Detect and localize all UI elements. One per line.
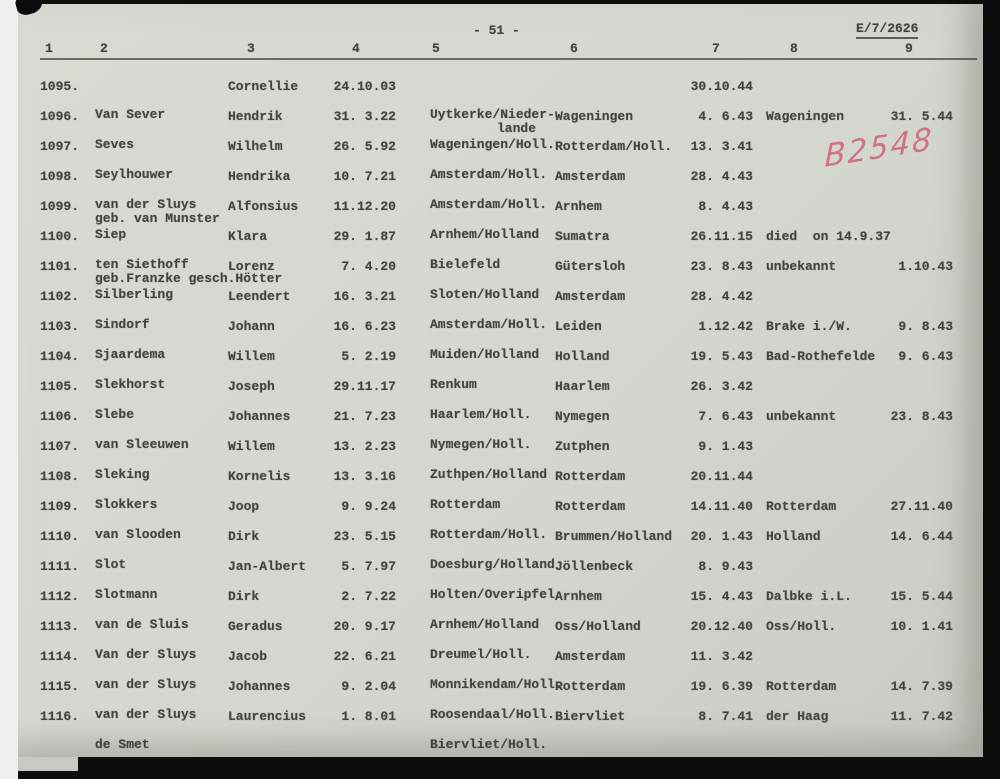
cell-entry-number: 1110. <box>40 529 80 544</box>
cell-birth-place: Arnhem/Holland <box>430 617 540 632</box>
cell-date-1: 15. 4.43 <box>690 589 753 604</box>
cell-entry-number: 1103. <box>40 319 80 334</box>
cell-first-name: Johannes <box>228 679 291 694</box>
cell-birth-place: Haarlem/Holl. <box>430 407 532 422</box>
cell-residence: Haarlem <box>555 379 610 394</box>
cell-residence: Gütersloh <box>555 259 626 274</box>
cell-surname: Slokkers <box>95 497 158 512</box>
cell-surname: Slebe <box>95 407 135 422</box>
cell-first-name: Dirk <box>228 589 260 604</box>
cell-birth-date: 22. 6.21 <box>333 649 396 664</box>
cell-place-note: der Haag <box>766 709 829 724</box>
cell-residence: Amsterdam <box>555 289 626 304</box>
cell-birth-date: 21. 7.23 <box>333 409 396 424</box>
cell-birth-date: 9. 9.24 <box>341 499 396 514</box>
cell-entry-number: 1107. <box>40 439 80 454</box>
cell-surname: de Smet <box>95 737 150 752</box>
cell-birth-place: Nymegen/Holl. <box>430 437 532 452</box>
cell-date-1: 9. 1.43 <box>698 439 753 454</box>
column-header-1: 1 <box>45 41 53 56</box>
cell-surname: van Sleeuwen <box>95 437 189 452</box>
cell-surname: Silberling <box>95 287 174 302</box>
cell-place-note: unbekannt <box>766 409 837 424</box>
cell-date-2: 14. 7.39 <box>890 679 953 694</box>
cell-surname: Slot <box>95 557 127 572</box>
cell-place-note: Oss/Holl. <box>766 619 837 634</box>
cell-residence: Amsterdam <box>555 169 626 184</box>
cell-entry-number: 1104. <box>40 349 80 364</box>
cell-place-note: Bad-Rothefelde <box>766 349 876 364</box>
cell-birth-date: 5. 7.97 <box>341 559 396 574</box>
cell-first-name: Willem <box>228 439 275 454</box>
cell-date-2: 9. 6.43 <box>898 349 953 364</box>
cell-surname: Sjaardema <box>95 347 166 362</box>
cell-date-1: 20.11.44 <box>690 469 753 484</box>
cell-entry-number: 1108. <box>40 469 80 484</box>
column-header-3: 3 <box>247 41 255 56</box>
cell-surname: Slotmann <box>95 587 158 602</box>
cell-birth-date: 13. 3.16 <box>333 469 396 484</box>
cell-entry-number: 1112. <box>40 589 80 604</box>
cell-birth-date: 24.10.03 <box>333 79 396 94</box>
cell-entry-number: 1114. <box>40 649 80 664</box>
cell-first-name: Wilhelm <box>228 139 283 154</box>
cell-date-2: 9. 8.43 <box>898 319 953 334</box>
reference-number: E/7/2626 <box>856 22 918 39</box>
page-number: - 51 - <box>473 23 520 38</box>
cell-first-name: Willem <box>228 349 275 364</box>
cell-date-1: 1.12.42 <box>698 319 753 334</box>
cell-surname: Siep <box>95 227 127 242</box>
cell-first-name: Dirk <box>228 529 260 544</box>
cell-residence: Jöllenbeck <box>555 559 634 574</box>
cell-date-1: 30.10.44 <box>690 79 753 94</box>
cell-residence: Zutphen <box>555 439 610 454</box>
cell-birth-date: 16. 3.21 <box>333 289 396 304</box>
cell-entry-number: 1097. <box>40 139 80 154</box>
cell-birth-place: Rotterdam <box>430 497 501 512</box>
cell-entry-number: 1095. <box>40 79 80 94</box>
cell-birth-place: Renkum <box>430 377 477 392</box>
cell-surname: van Slooden <box>95 527 181 542</box>
cell-date-1: 8. 7.41 <box>698 709 753 724</box>
cell-entry-number: 1111. <box>40 559 80 574</box>
cell-first-name: Geradus <box>228 619 283 634</box>
paper-bottom-edge <box>18 757 78 771</box>
cell-first-name: Alfonsius <box>228 199 299 214</box>
cell-birth-date: 13. 2.23 <box>333 439 396 454</box>
cell-surname: Slekhorst <box>95 377 166 392</box>
cell-date-2: 23. 8.43 <box>890 409 953 424</box>
cell-place-note: died on 14.9.37 <box>766 229 891 244</box>
entries-table <box>18 79 983 752</box>
cell-birth-place: Holten/Overipfel <box>430 587 555 602</box>
cell-birth-place: Amsterdam/Holl. <box>430 167 548 182</box>
cell-date-2: 1.10.43 <box>898 259 953 274</box>
cell-date-1: 13. 3.41 <box>690 139 753 154</box>
cell-birth-place: Dreumel/Holl. <box>430 647 532 662</box>
cell-date-1: 28. 4.43 <box>690 169 753 184</box>
cell-place-note: unbekannt <box>766 259 837 274</box>
cell-residence: Rotterdam <box>555 499 626 514</box>
cell-first-name: Klara <box>228 229 268 244</box>
column-header-7: 7 <box>712 41 720 56</box>
cell-birth-place: Roosendaal/Holl. <box>430 707 555 722</box>
cell-birth-date: 11.12.20 <box>333 199 396 214</box>
cell-place-note: Wageningen <box>766 109 845 124</box>
cell-first-name: Cornellie <box>228 79 299 94</box>
cell-place-note: Holland <box>766 529 821 544</box>
cell-place-note: Dalbke i.L. <box>766 589 852 604</box>
cell-surname: Seylhouwer <box>95 167 174 182</box>
cell-surname: Sindorf <box>95 317 150 332</box>
cell-residence: Oss/Holland <box>555 619 641 634</box>
cell-birth-place: Monnikendam/Holl. <box>430 677 563 692</box>
cell-surname: van der Sluys <box>95 707 197 722</box>
cell-birth-place: Uytkerke/Nieder- lande <box>430 107 555 136</box>
column-header-5: 5 <box>432 41 440 56</box>
cell-birth-date: 5. 2.19 <box>341 349 396 364</box>
cell-entry-number: 1109. <box>40 499 80 514</box>
cell-residence: Arnhem <box>555 199 602 214</box>
cell-surname: van de Sluis <box>95 617 189 632</box>
cell-place-note: Brake i./W. <box>766 319 852 334</box>
cell-first-name: Johann <box>228 319 275 334</box>
cell-residence: Amsterdam <box>555 649 626 664</box>
cell-birth-date: 26. 5.92 <box>333 139 396 154</box>
cell-birth-date: 9. 2.04 <box>341 679 396 694</box>
cell-date-1: 11. 3.42 <box>690 649 753 664</box>
handwritten-annotation: B2548 <box>824 121 934 175</box>
cell-date-2: 11. 7.42 <box>890 709 953 724</box>
cell-surname: van der Sluys <box>95 677 197 692</box>
table-row <box>18 709 983 752</box>
document-page <box>18 4 983 757</box>
cell-birth-date: 31. 3.22 <box>333 109 396 124</box>
cell-entry-number: 1099. <box>40 199 80 214</box>
cell-birth-date: 2. 7.22 <box>341 589 396 604</box>
cell-birth-date: 7. 4.20 <box>341 259 396 274</box>
cell-first-name: Lorenz <box>228 259 275 274</box>
column-header-6: 6 <box>570 41 578 56</box>
cell-date-1: 14.11.40 <box>690 499 753 514</box>
cell-entry-number: 1100. <box>40 229 80 244</box>
cell-date-1: 26.11.15 <box>690 229 753 244</box>
cell-entry-number: 1101. <box>40 259 80 274</box>
cell-date-1: 26. 3.42 <box>690 379 753 394</box>
cell-birth-date: 20. 9.17 <box>333 619 396 634</box>
cell-birth-place: Bielefeld <box>430 257 501 272</box>
cell-date-1: 8. 9.43 <box>698 559 753 574</box>
cell-residence: Holland <box>555 349 610 364</box>
cell-entry-number: 1113. <box>40 619 80 634</box>
cell-birth-place: Arnhem/Holland <box>430 227 540 242</box>
cell-birth-place: Amsterdam/Holl. <box>430 317 548 332</box>
cell-date-2: 31. 5.44 <box>890 109 953 124</box>
cell-date-1: 19. 5.43 <box>690 349 753 364</box>
cell-residence: Nymegen <box>555 409 610 424</box>
cell-first-name: Johannes <box>228 409 291 424</box>
cell-entry-number: 1106. <box>40 409 80 424</box>
header-rule <box>40 58 977 60</box>
cell-residence: Rotterdam <box>555 679 626 694</box>
cell-surname: ten Siethoff geb.Franzke gesch.Hötter <box>95 257 283 286</box>
cell-first-name: Hendrika <box>228 169 291 184</box>
cell-residence: Rotterdam/Holl. <box>555 139 673 154</box>
cell-birth-date: 10. 7.21 <box>333 169 396 184</box>
cell-birth-date: 29. 1.87 <box>333 229 396 244</box>
cell-date-2: 14. 6.44 <box>890 529 953 544</box>
cell-surname: Van der Sluys <box>95 647 197 662</box>
column-header-2: 2 <box>100 41 108 56</box>
cell-residence: Biervliet <box>555 709 626 724</box>
cell-residence: Arnhem <box>555 589 602 604</box>
cell-date-1: 19. 6.39 <box>690 679 753 694</box>
cell-first-name: Leendert <box>228 289 291 304</box>
cell-first-name: Laurencius <box>228 709 307 724</box>
cell-date-1: 20.12.40 <box>690 619 753 634</box>
cell-place-note: Rotterdam <box>766 499 837 514</box>
cell-first-name: Joseph <box>228 379 275 394</box>
cell-residence: Sumatra <box>555 229 610 244</box>
cell-place-note: Rotterdam <box>766 679 837 694</box>
cell-birth-date: 23. 5.15 <box>333 529 396 544</box>
cell-first-name: Jan-Albert <box>228 559 307 574</box>
column-header-8: 8 <box>790 41 798 56</box>
cell-first-name: Kornelis <box>228 469 291 484</box>
cell-date-1: 23. 8.43 <box>690 259 753 274</box>
cell-entry-number: 1096. <box>40 109 80 124</box>
cell-residence: Wageningen <box>555 109 634 124</box>
scanner-edge-strip <box>0 0 18 779</box>
cell-date-2: 15. 5.44 <box>890 589 953 604</box>
cell-first-name: Hendrik <box>228 109 283 124</box>
cell-entry-number: 1115. <box>40 679 80 694</box>
cell-residence: Brummen/Holland <box>555 529 673 544</box>
cell-birth-place: Zuthpen/Holland <box>430 467 548 482</box>
cell-first-name: Jacob <box>228 649 268 664</box>
cell-birth-place: Rotterdam/Holl. <box>430 527 548 542</box>
cell-date-1: 20. 1.43 <box>690 529 753 544</box>
cell-date-1: 4. 6.43 <box>698 109 753 124</box>
cell-birth-place: Wageningen/Holl. <box>430 137 555 152</box>
cell-birth-date: 29.11.17 <box>333 379 396 394</box>
cell-birth-place: Sloten/Holland <box>430 287 540 302</box>
cell-date-2: 10. 1.41 <box>890 619 953 634</box>
cell-date-2: 27.11.40 <box>890 499 953 514</box>
cell-surname: Seves <box>95 137 135 152</box>
cell-date-1: 8. 4.43 <box>698 199 753 214</box>
cell-date-1: 7. 6.43 <box>698 409 753 424</box>
cell-birth-date: 1. 8.01 <box>341 709 396 724</box>
cell-entry-number: 1098. <box>40 169 80 184</box>
column-header-9: 9 <box>905 41 913 56</box>
cell-date-1: 28. 4.42 <box>690 289 753 304</box>
cell-first-name: Joop <box>228 499 260 514</box>
cell-birth-place: Muiden/Holland <box>430 347 540 362</box>
cell-residence: Rotterdam <box>555 469 626 484</box>
cell-surname: Sleking <box>95 467 150 482</box>
column-header-4: 4 <box>352 41 360 56</box>
cell-entry-number: 1102. <box>40 289 80 304</box>
cell-birth-place: Biervliet/Holl. <box>430 737 548 752</box>
cell-entry-number: 1105. <box>40 379 80 394</box>
cell-birth-place: Amsterdam/Holl. <box>430 197 548 212</box>
cell-surname: Van Sever <box>95 107 166 122</box>
cell-residence: Leiden <box>555 319 602 334</box>
cell-surname: van der Sluys geb. van Munster <box>95 197 220 226</box>
cell-birth-place: Doesburg/Holland <box>430 557 555 572</box>
cell-entry-number: 1116. <box>40 709 80 724</box>
cell-birth-date: 16. 6.23 <box>333 319 396 334</box>
